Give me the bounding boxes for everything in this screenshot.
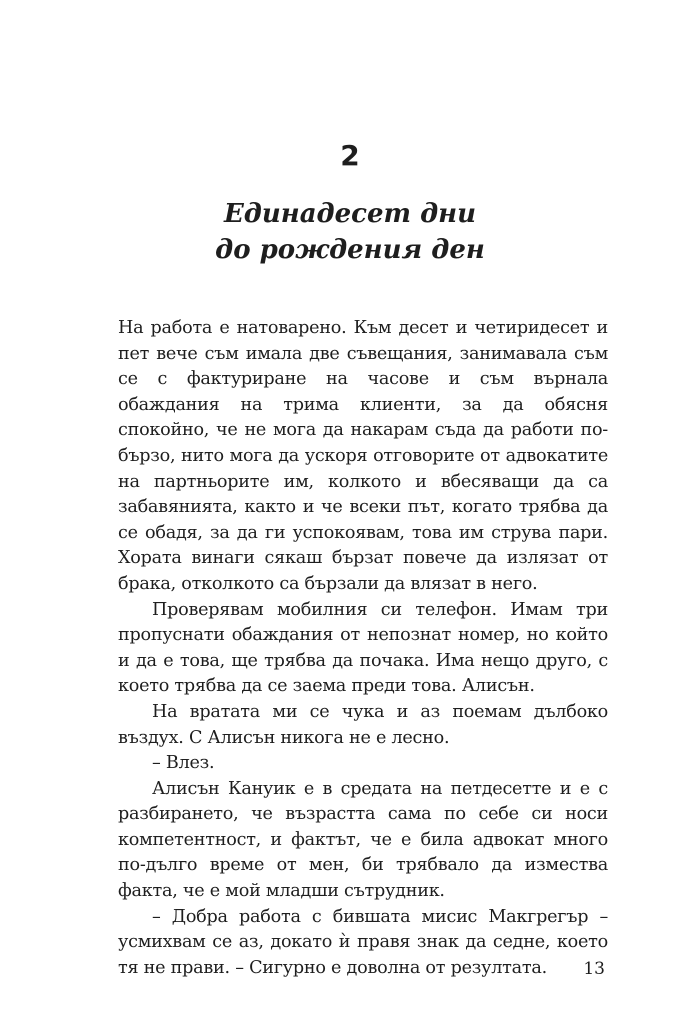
page-number: 13: [583, 959, 605, 979]
paragraph: Алисън Кануик е в средата на петдесетте и е с разбирането, че възрастта сама по себе си носи компетентност, и фактът, че е била адвокат много по-дълго време от мен, би трябвало да измества факта, че е мой младши сътрудник.: [118, 778, 608, 902]
chapter-title-line-1: Единадесет дни: [223, 199, 477, 229]
chapter-number: 2: [340, 139, 360, 172]
dialogue-line: – Добра работа с бившата мисис Макгрегър – усмихвам се аз, докато ѝ правя знак да седне, което тя не прави. – Сигурно е доволна от резултата.: [118, 906, 608, 978]
paragraph: На работа е натоварено. Към десет и четиридесет и пет вече съм имала две съвещания, занимавала съм се с фактуриране на часове и съм върнала обаждания на трима клиенти, за да обясня спокойно, че не мога да накарам съда да работи по-бързо, нито мога да ускоря отговорите от адвокатите на партньорите им, колкото и вбесяващи да са забавянията, както и че всеки път, когато трябва да се обадя, за да ги успокоявам, това им струва пари. Хората винаги сякаш бързат повече да излязат от брака, отколкото са бързали да влязат в него.: [118, 318, 608, 594]
paragraph: На вратата ми се чука и аз поемам дълбоко въздух. С Алисън никога не е лесно.: [118, 701, 608, 748]
dialogue-line: – Влез.: [152, 753, 215, 774]
body-text: [118, 316, 608, 981]
chapter-title-line-2: до рождения ден: [215, 235, 485, 265]
paragraph: Проверявам мобилния си телефон. Имам три пропуснати обаждания от непознат номер, но който и да е това, ще трябва да почака. Има нещо друго, с което трябва да се заема преди това. Алисън.: [118, 599, 608, 697]
chapter-title: [0, 196, 700, 268]
